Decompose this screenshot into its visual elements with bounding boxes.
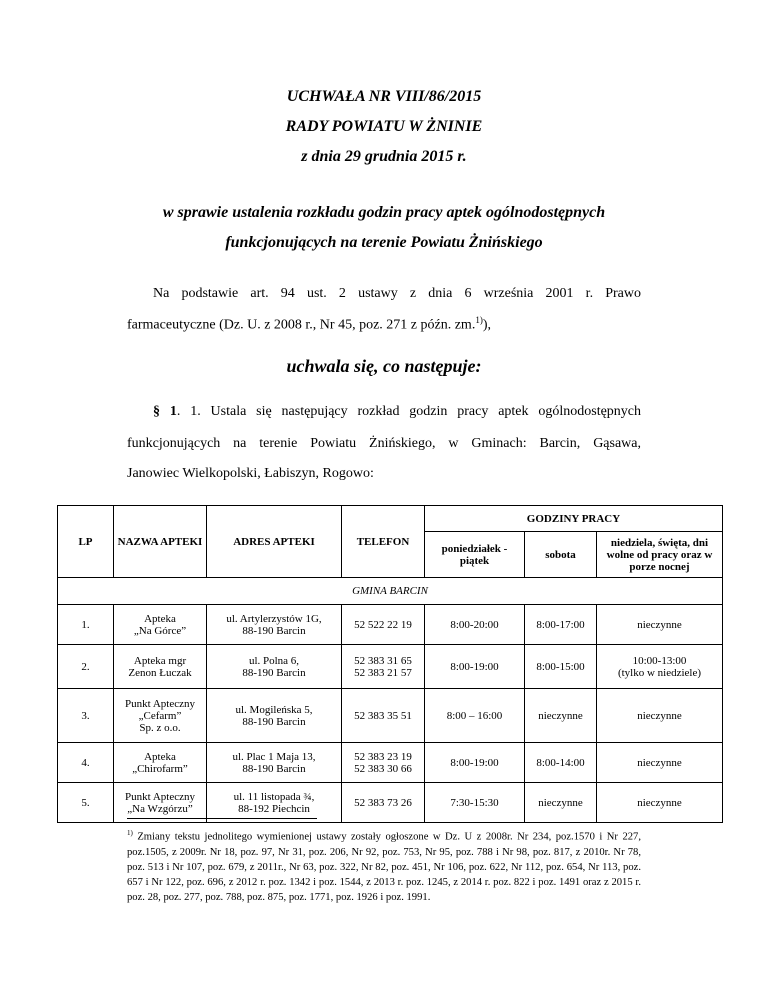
table-row	[58, 783, 723, 823]
subject-line-1: w sprawie ustalenia rozkładu godzin pracy aptek ogólnodostępnych	[162, 204, 606, 221]
cell-weekdays: 8:00-20:00	[425, 605, 525, 645]
cell-saturday: 8:00-15:00	[525, 645, 597, 689]
header-name: NAZWA APTEKI	[114, 506, 207, 578]
footnote-text: Zmiany tekstu jednolitego wymienionej ustawy zostały ogłoszone w Dz. U z 2008r. Nr 234, poz.1570 i Nr 227, poz.1505, z 2009r. Nr 18, poz. 97, Nr 31, poz. 206, Nr 92, poz. 753, Nr 95, poz. 788 i Nr 98, poz. 817, z 2010r. Nr 78, poz. 513 i Nr 107, poz. 679, z 2011r., Nr 63, poz. 322, Nr 82, poz. 451, Nr 106, poz. 622, Nr 112, poz. 654, Nr 113, poz. 657 i Nr 122, poz. 696, z 2012 r. poz. 1342 i poz. 1544, z 2013 r. poz. 1245, z 2014 r. poz. 822 i poz. 1491 oraz z 2015 r. poz. 28, poz. 277, poz. 788, poz. 875, poz. 1771, poz. 1926 i poz. 1991.	[127, 831, 641, 903]
cell-saturday: nieczynne	[525, 689, 597, 743]
cell-sunday: 10:00-13:00 (tylko w niedziele)	[597, 645, 723, 689]
footnote-reference: 1)	[475, 315, 483, 325]
cell-name: Apteka mgr Zenon Łuczak	[114, 645, 207, 689]
table-row	[58, 689, 723, 743]
cell-address: ul. 11 listopada ¾, 88-192 Piechcin	[207, 783, 342, 823]
cell-name: Apteka „Na Górce”	[114, 605, 207, 645]
cell-saturday: nieczynne	[525, 783, 597, 823]
cell-lp: 1.	[58, 605, 114, 645]
section-gmina-barcin: GMINA BARCIN	[58, 578, 723, 605]
cell-weekdays: 7:30-15:30	[425, 783, 525, 823]
resolves-heading: uchwala się, co następuje:	[286, 356, 482, 376]
cell-name: Punkt Apteczny „Na Wzgórzu”	[114, 783, 207, 823]
header-saturday: sobota	[525, 532, 597, 578]
cell-lp: 2.	[58, 645, 114, 689]
section-sign: § 1	[153, 404, 177, 419]
cell-sunday: nieczynne	[597, 689, 723, 743]
cell-name: Punkt Apteczny „Cefarm” Sp. z o.o.	[114, 689, 207, 743]
table-row	[58, 645, 723, 689]
table-row	[58, 743, 723, 783]
cell-weekdays: 8:00-19:00	[425, 645, 525, 689]
subject-line-2: funkcjonujących na terenie Powiatu Żnińskiego	[225, 234, 543, 251]
footnote-mark: 1)	[127, 829, 133, 837]
cell-phone: 52 383 73 26	[342, 783, 425, 823]
footnote	[127, 826, 641, 905]
cell-saturday: 8:00-17:00	[525, 605, 597, 645]
paragraph-1-line-2: funkcjonujących na terenie Powiatu Żnińskiego, w Gminach: Barcin, Gąsawa,	[127, 436, 641, 451]
cell-phone: 52 522 22 19	[342, 605, 425, 645]
cell-phone: 52 383 23 19 52 383 30 66	[342, 743, 425, 783]
header-address: ADRES APTEKI	[207, 506, 342, 578]
cell-lp: 4.	[58, 743, 114, 783]
cell-lp: 5.	[58, 783, 114, 823]
paragraph-1-line-3: Janowiec Wielkopolski, Łabiszyn, Rogowo:	[127, 466, 374, 481]
pharmacy-schedule-table	[57, 505, 723, 823]
cell-sunday: nieczynne	[597, 605, 723, 645]
cell-address: ul. Mogileńska 5, 88-190 Barcin	[207, 689, 342, 743]
legal-basis-line-2: farmaceutyczne (Dz. U. z 2008 r., Nr 45, poz. 271 z późn. zm.$^{1)}$),	[127, 315, 491, 333]
header-phone: TELEFON	[342, 506, 425, 578]
cell-phone: 52 383 35 51	[342, 689, 425, 743]
cell-address: ul. Plac 1 Maja 13, 88-190 Barcin	[207, 743, 342, 783]
cell-lp: 3.	[58, 689, 114, 743]
cell-phone: 52 383 31 65 52 383 21 57	[342, 645, 425, 689]
cell-address: ul. Polna 6, 88-190 Barcin	[207, 645, 342, 689]
table-row	[58, 605, 723, 645]
cell-weekdays: 8:00 – 16:00	[425, 689, 525, 743]
header-weekdays: poniedziałek -piątek	[425, 532, 525, 578]
cell-address: ul. Artylerzystów 1G, 88-190 Barcin	[207, 605, 342, 645]
resolution-number: UCHWAŁA NR VIII/86/2015	[286, 88, 482, 105]
legal-basis-line-1: Na podstawie art. 94 ust. 2 ustawy z dnia 6 września 2001 r. Prawo	[153, 286, 641, 301]
cell-sunday: nieczynne	[597, 783, 723, 823]
header-hours: GODZINY PRACY	[425, 506, 723, 532]
cell-sunday: nieczynne	[597, 743, 723, 783]
header-sunday: niedziela, święta, dni wolne od pracy oraz w porze nocnej	[597, 532, 723, 578]
paragraph-1-line-1: § 1. 1. Ustala się następujący rozkład godzin pracy aptek ogólnodostępnych	[153, 404, 642, 419]
council-name: RADY POWIATU W ŻNINIE	[285, 118, 483, 135]
cell-weekdays: 8:00-19:00	[425, 743, 525, 783]
resolution-date: z dnia 29 grudnia 2015 r.	[301, 148, 467, 165]
cell-saturday: 8:00-14:00	[525, 743, 597, 783]
footnote-separator	[127, 818, 317, 819]
cell-name: Apteka „Chirofarm”	[114, 743, 207, 783]
header-lp: LP	[58, 506, 114, 578]
